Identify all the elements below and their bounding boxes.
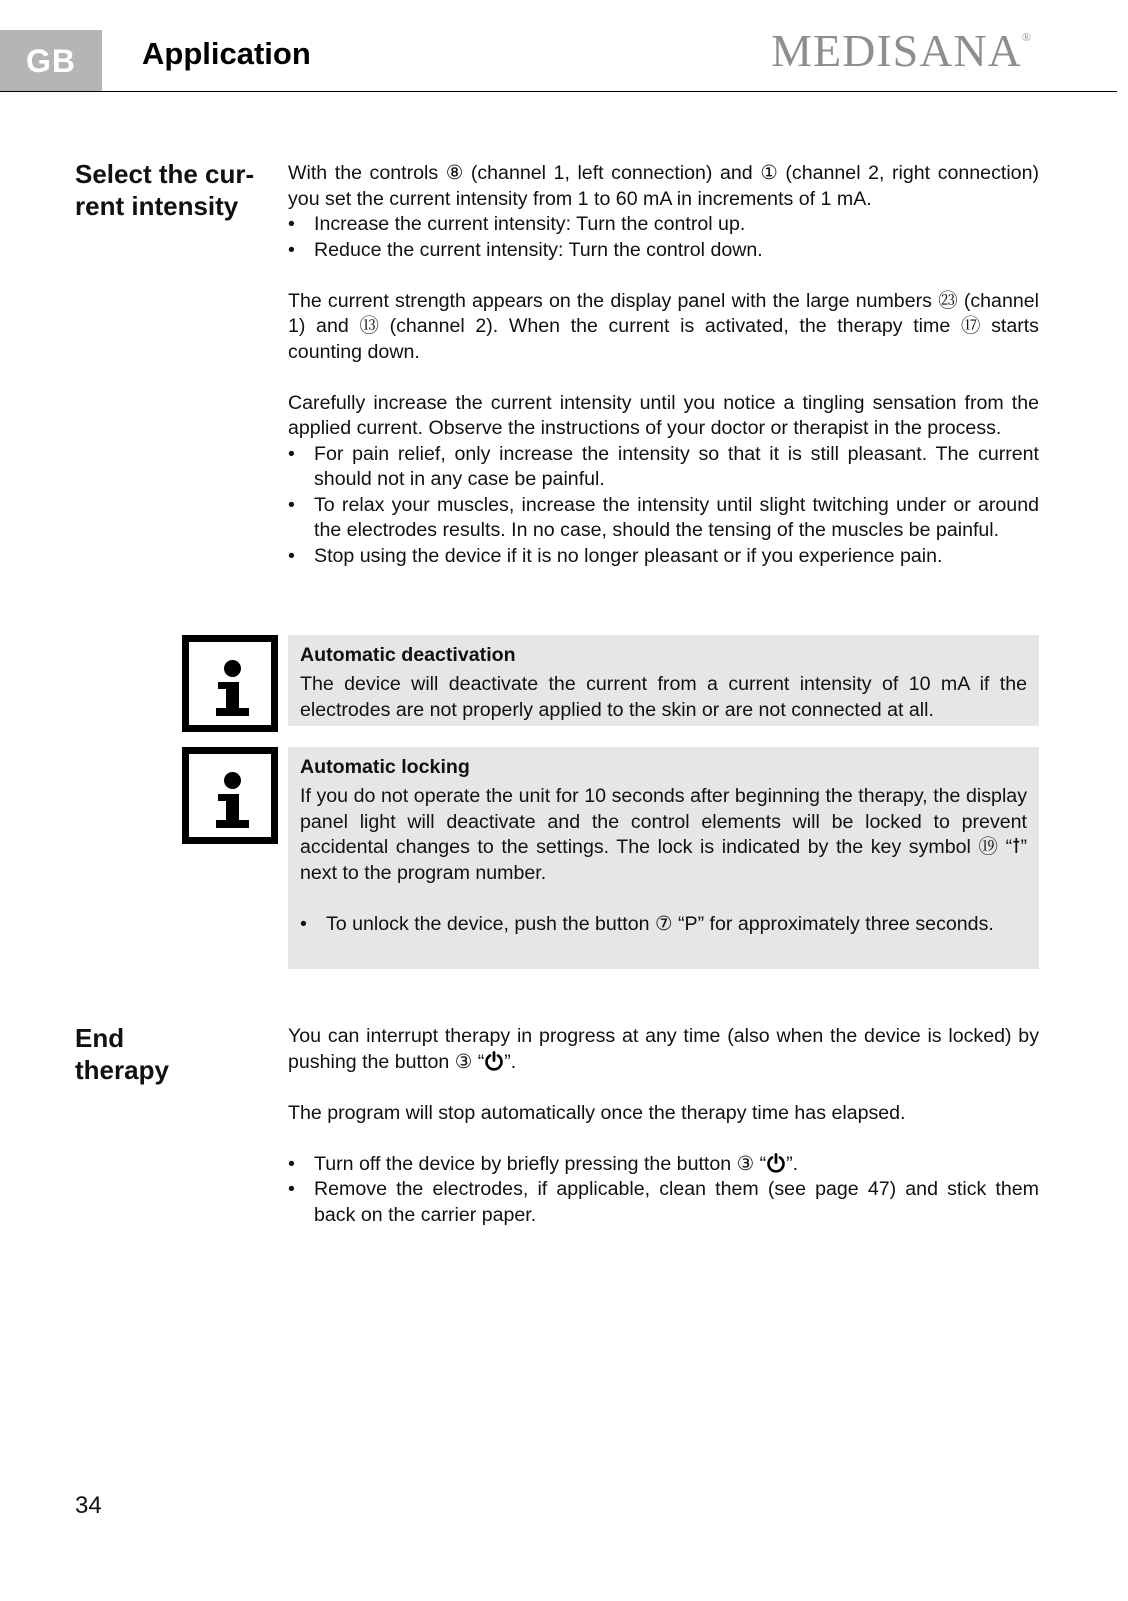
list-item: • To relax your muscles, increase the intensity until slight twitching under or around the electrodes results. In no case, should the tensing of the muscles be painful. (288, 493, 1039, 544)
text: Turn off the device by briefly pressing the button (314, 1152, 737, 1175)
heading-line: Select the cur- (75, 159, 255, 189)
ref-number: ⑰ (960, 315, 981, 337)
text: With the controls (288, 162, 446, 184)
section-body-select-intensity (288, 161, 1039, 569)
paragraph (288, 289, 1039, 366)
text: (channel 2, right connection) you set the current intensity from 1 to 60 mA in increments of 1 mA. (288, 162, 1039, 210)
text: To unlock the device, push the button (326, 912, 655, 935)
text: The current strength appears on the display panel with the large numbers (288, 289, 939, 312)
text: ” next to the program number. (300, 836, 1028, 884)
section-body-end-therapy (288, 1024, 1039, 1228)
text: ”. (786, 1152, 799, 1175)
section-heading-end-therapy (75, 1022, 169, 1086)
header-rule (0, 91, 1117, 92)
list-item: • Stop using the device if it is no longer pleasant or if you experience pain. (288, 544, 1039, 570)
text: (channel 1) and (288, 289, 1039, 337)
paragraph: Carefully increase the current intensity until you notice a tingling sensation from the applied current. Observe the instructions of your doctor or therapist in the process. (288, 391, 1039, 439)
power-icon (766, 1153, 786, 1173)
text: ”. (504, 1050, 517, 1073)
section-heading-select-intensity (75, 158, 254, 222)
ref-number: ⑦ (654, 912, 673, 935)
list-item: • Reduce the current intensity: Turn the control down. (288, 238, 1039, 264)
list-item: • For pain relief, only increase the intensity so that it is still pleasant. The current should not in any case be painful. (288, 442, 1039, 493)
paragraph (288, 1024, 1039, 1075)
ref-number: ⑬ (359, 315, 379, 337)
text: “ (998, 836, 1013, 858)
bullet-list (288, 1152, 1039, 1229)
registered-mark: ® (1021, 30, 1032, 44)
text: (channel 2). When the current is activated, the therapy time (378, 315, 961, 337)
brand-logo (771, 24, 1032, 77)
info-icon (182, 635, 278, 732)
list-item: • Increase the current intensity: Turn the control up. (288, 212, 1039, 238)
heading-line: rent intensity (75, 191, 239, 221)
note-body: The device will deactivate the current from a current intensity of 10 mA if the electrodes are not properly applied to the skin or are not connected at all. (300, 673, 1027, 721)
ref-number: ㉓ (938, 289, 958, 312)
text: “ (754, 1152, 767, 1175)
key-icon: ꝉ (1012, 836, 1021, 858)
list-item: • Remove the electrodes, if applicable, clean them (see page 47) and stick them back on the carrier paper. (288, 1177, 1039, 1228)
ref-number: ③ (736, 1152, 755, 1175)
ref-number: ① (760, 162, 778, 184)
list-item (288, 1152, 1039, 1178)
note-title: Automatic deactivation (300, 644, 516, 666)
heading-line: End (75, 1023, 125, 1053)
bullet-list (300, 912, 1027, 938)
note-body (300, 784, 1027, 886)
text: If you do not operate the unit for 10 seconds after beginning the therapy, the display panel light will deactivate and the control elements will be locked to prevent accidental changes to the settings. The lock is indicated by the key symbol (300, 785, 1027, 858)
paragraph (288, 161, 1039, 212)
brand-name: MEDISANA (771, 25, 1022, 76)
note-title: Automatic locking (300, 756, 470, 778)
note-automatic-deactivation (288, 635, 1039, 726)
language-tab: GB (0, 30, 102, 92)
text: (channel 1, left connection) and (463, 162, 761, 184)
text: starts counting down. (288, 315, 1039, 363)
ref-number: ⑲ (978, 836, 999, 858)
ref-number: ⑧ (445, 162, 464, 184)
text: “P” for approximately three seconds. (672, 912, 994, 935)
paragraph: The program will stop automatically once the therapy time has elapsed. (288, 1101, 906, 1124)
text: “ (472, 1050, 485, 1073)
info-icon (182, 747, 278, 844)
page-number: 34 (75, 1492, 102, 1519)
ref-number: ③ (454, 1050, 473, 1073)
power-icon (484, 1051, 504, 1071)
bullet-list (288, 212, 1039, 263)
list-item (300, 912, 1027, 938)
text: You can interrupt therapy in progress at any time (also when the device is locked) by pushing the button (288, 1025, 1039, 1073)
bullet-list (288, 442, 1039, 570)
chapter-title: Application (142, 36, 311, 71)
note-automatic-locking (288, 747, 1039, 969)
heading-line: therapy (75, 1055, 169, 1085)
